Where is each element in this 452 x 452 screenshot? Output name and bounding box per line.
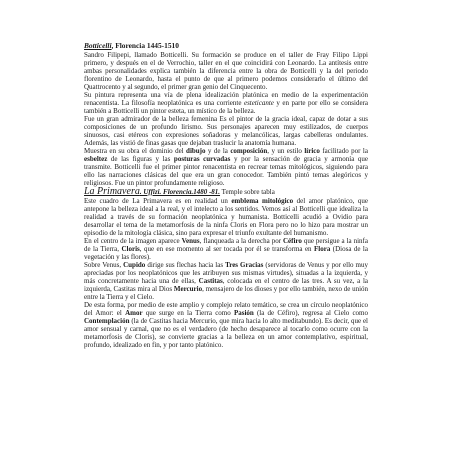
text-run: Este cuadro de La Primavera es en realidad un <box>84 196 232 205</box>
text-run: (la de Céfiro), regresa al Cielo como <box>253 308 369 317</box>
text-run: Su pintura representa una vía de plena idealización platónica en medio de la experimentación renacentista. La filosofía neoplatónica es una corriente <box>84 90 368 107</box>
bold-text: Castitas <box>198 276 223 285</box>
bold-text: emblema mitológico <box>231 196 294 205</box>
text-run: (Diosa de la vegetación y las flores). <box>84 244 368 261</box>
section-heading-botticelli <box>84 42 368 51</box>
bold-text: Venus <box>181 236 200 245</box>
artwork-location: . Uffizi. Florencia.1480 -81. <box>139 187 221 196</box>
text-run: , y un estilo <box>267 146 305 155</box>
artwork-title: La Primavera <box>84 185 140 197</box>
paragraph <box>84 301 368 349</box>
section-body-primavera <box>84 197 368 349</box>
bold-text: Mercurio <box>173 284 203 293</box>
bold-text: posturas curvadas <box>173 154 231 163</box>
text-run: facilitado por la <box>319 146 368 155</box>
artist-name: Botticelli <box>84 41 112 50</box>
text-run: dirige sus flechas hacia las <box>145 260 226 269</box>
bold-text: esbeltez <box>84 154 108 163</box>
text-run: Sandro Filipepi, llamado Botticelli. Su formación se produce en el taller de Fray Filipo Lippi primero, y después en el de Verrochio, taller en el que coincidirá con Leonardo. La antítesis entre ambas personalidades explica también la diferencia entre la obra de Botticelli y la del periodo florentino de Leonardo, hasta el punto de que al primero podemos considerarlo el último del Quattrocento y al segundo, el primer gran genio del Cinquecento. <box>84 50 368 91</box>
paragraph <box>84 237 368 261</box>
artist-dates: , Florencia 1445-1510 <box>111 41 179 50</box>
bold-text: dibujo <box>186 146 206 155</box>
paragraph <box>84 261 368 301</box>
text-run: , colocada en el centro de las tres. A su vez, a la izquierda, Castitas mira al Dios <box>84 276 368 293</box>
text-run: , mensajero de los dioses y por ello también, nexo de unión entre la Tierra y el Cielo. <box>84 284 369 301</box>
bold-text: composición <box>230 146 268 155</box>
section-heading-primavera <box>84 187 368 197</box>
artwork-technique: Temple sobre tabla <box>220 187 275 196</box>
bold-text: Flora <box>314 244 331 253</box>
text-run: y de la <box>205 146 231 155</box>
bold-text: Amor <box>125 308 143 317</box>
paragraph <box>84 147 368 187</box>
text-run: En el centro de la imagen aparece <box>84 236 182 245</box>
text-run: Fue un gran admirador de la belleza femenina Es el pintor de la gracia ideal, capaz de dotar a sus composiciones de un profundo lirismo. Sus personajes aparecen muy estilizados, de cuerpos sinuosos, casi etéreos con expresiones soñadoras y melancólicas, largas cabelleras ondulantes. Además, las vistió de finas gasas que dejaban traslucir la anatomía humana. <box>84 114 368 147</box>
text-run: De esta forma, por medio de este amplio y complejo relato temático, se crea un círculo neoplatónico del Amor: el <box>84 300 368 317</box>
text-run: , flanqueada a la derecha por <box>199 236 283 245</box>
paragraph <box>84 115 368 147</box>
text-run: (servidoras de Venus y por ello muy apreciadas por los neoplatónicos que les atribuyen sus mismas virtudes), situadas a la izquierda, y más concretamente hacia una de ellas, <box>84 260 368 285</box>
text-run: Muestra en su obra el dominio del <box>84 146 187 155</box>
text-run: (la de Castitas hacia Mercurio, que mira hacia lo alto meditabundo). Es decir, que el amor sensual y carnal, que no es el verdadero (de hecho desaparece al tocarlo como ocurre con la metamorfosis de Cloris), se convierte gracias a la belleza en un amor contemplativo, espiritual, profundo, idealizado en fin, y por tanto platónico. <box>84 316 368 349</box>
text-run: que surge en la Tierra como <box>142 308 234 317</box>
text-run: del amor platónico, que antepone la belleza ideal a la real, y el intelecto a los sentidos. Vemos así al Botticelli que idealiza la realidad a través de su formación neoplatónica y humanista. Botticelli acudió a Ovidio para desarrollar el tema de la metamorfosis de la ninfa Cloris en Flora pero no lo hizo para mostrar un episodio de la mitología clásica, sino para expresar el triunfo exultante del humanismo. <box>84 196 368 237</box>
bold-text: Tres Gracias <box>225 260 264 269</box>
italic-text: esteticante <box>243 98 274 107</box>
bold-text: Céfiro <box>282 236 302 245</box>
text-run: y en parte por ello se considera también a Botticelli un pintor esteta, un místico de la belleza. <box>84 98 368 115</box>
text-run: , que en ese momento al ser tocada por él se transforma en <box>139 244 314 253</box>
text-run: que persigue a la ninfa de la Tierra, <box>84 236 368 253</box>
paragraph <box>84 51 368 91</box>
bold-text: Contemplación <box>84 316 130 325</box>
text-run: de las figuras y las <box>107 154 174 163</box>
bold-text: Cupido <box>123 260 146 269</box>
bold-text: lírico <box>304 146 320 155</box>
bold-text: Cloris <box>121 244 140 253</box>
text-run: Sobre Venus, <box>84 260 124 269</box>
paragraph <box>84 91 368 115</box>
paragraph <box>84 197 368 237</box>
section-body-botticelli <box>84 51 368 187</box>
text-run: y por la sensación de gracia y armonía que transmite. Botticelli fue el primer pintor renacentista en recrear temas mitológicos, siguiendo para ello las narraciones clásicas del que era un gran conocedor. También pintó temas alegóricos y religiosos. Fue un pintor profundamente religioso. <box>84 154 368 187</box>
bold-text: Pasión <box>233 308 254 317</box>
